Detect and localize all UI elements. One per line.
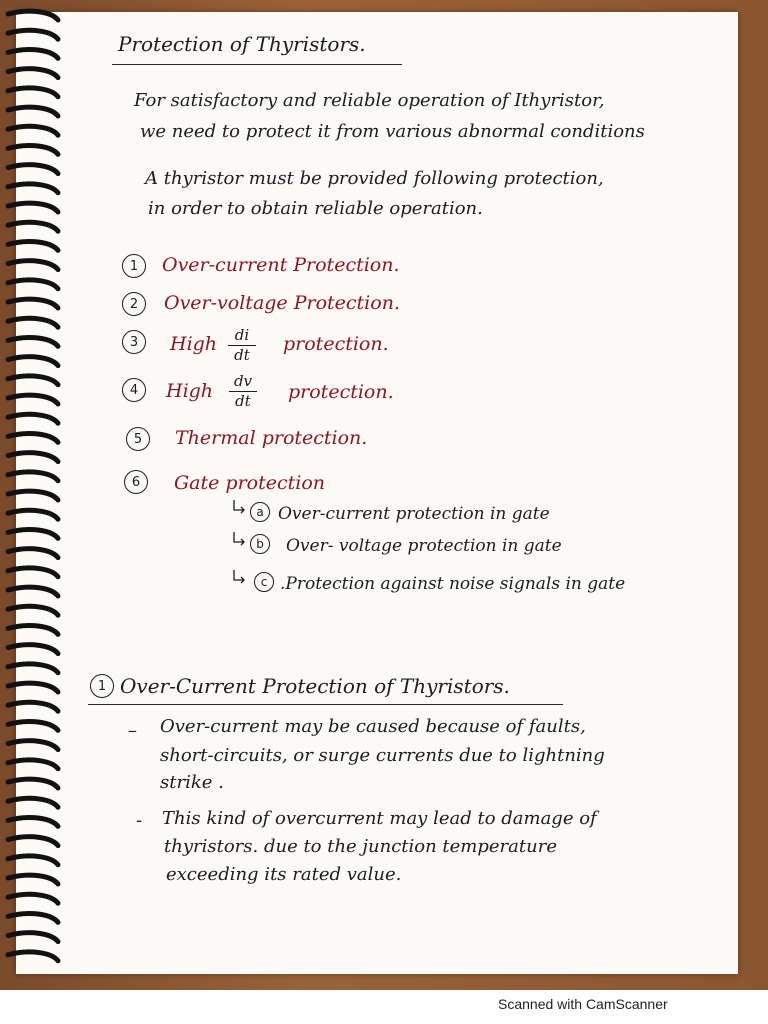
spiral-coil (8, 568, 58, 577)
fraction-denominator: dt (234, 346, 250, 364)
spiral-coil (8, 741, 58, 750)
spiral-coil (8, 69, 58, 78)
spiral-coil (8, 894, 58, 903)
spiral-coil (8, 626, 58, 635)
spiral-coil (8, 395, 58, 404)
spiral-coil (8, 856, 58, 865)
spiral-coil (8, 434, 58, 443)
intro-line-3: A thyristor must be provided following protection, (145, 168, 604, 189)
spiral-coil (8, 50, 58, 59)
list-number-6: 6 (124, 470, 148, 494)
spiral-coil (8, 914, 58, 923)
spiral-coil (8, 645, 58, 654)
list-item-3-suffix: protection. (283, 333, 389, 355)
spiral-coil (8, 818, 58, 827)
list-item-6: Gate protection (174, 472, 326, 494)
spiral-coil (8, 952, 58, 961)
spiral-coil (8, 702, 58, 711)
spiral-coil (8, 261, 58, 270)
dv-dt-fraction (229, 374, 257, 409)
spiral-coil (8, 376, 58, 385)
spiral-coil (8, 606, 58, 615)
spiral-coil (8, 338, 58, 347)
spiral-coil (8, 779, 58, 788)
list-item-4-suffix: protection. (288, 381, 394, 403)
list-number-2: 2 (122, 292, 146, 316)
spiral-coil (8, 530, 58, 539)
sub-arrow-icon (232, 532, 246, 546)
fraction-numerator: di (234, 326, 250, 344)
spiral-coil (8, 280, 58, 289)
spiral-coil (8, 933, 58, 942)
spiral-coil (8, 299, 58, 308)
list-item-5: Thermal protection. (175, 427, 368, 449)
spiral-coil (8, 875, 58, 884)
bullet-2-line-1: This kind of overcurrent may lead to damage of (162, 808, 597, 829)
spiral-coil (8, 510, 58, 519)
spiral-coil (8, 126, 58, 135)
spiral-coil (8, 491, 58, 500)
spiral-coil (8, 318, 58, 327)
bullet-2-line-2: thyristors. due to the junction temperature (164, 836, 557, 857)
sub-arrow-icon (232, 570, 246, 584)
list-item-4-prefix: High (166, 380, 214, 402)
intro-line-1: For satisfactory and reliable operation of Ithyristor, (134, 90, 605, 111)
spiral-binding (0, 8, 70, 978)
spiral-coil (8, 798, 58, 807)
sub-letter-c: c (254, 572, 274, 592)
sub-letter-b: b (250, 534, 270, 554)
spiral-coil (8, 222, 58, 231)
spiral-coil (8, 165, 58, 174)
spiral-coil (8, 837, 58, 846)
list-number-4: 4 (122, 378, 146, 402)
list-number-5: 5 (126, 427, 150, 451)
gate-sub-item-c: .Protection against noise signals in gate (280, 574, 626, 594)
bullet-dash: - (136, 810, 143, 831)
spiral-coil (8, 357, 58, 366)
sub-arrow-icon (232, 500, 246, 514)
bullet-1-line-2: short-circuits, or surge currents due to lightning (160, 745, 605, 766)
bullet-2-line-3: exceeding its rated value. (166, 864, 402, 885)
notebook-page (16, 12, 738, 974)
section-heading: Over-Current Protection of Thyristors. (120, 674, 510, 698)
spiral-coil (8, 472, 58, 481)
intro-line-2: we need to protect it from various abnormal conditions (140, 121, 645, 142)
intro-line-4: in order to obtain reliable operation. (148, 198, 483, 219)
bullet-dash: – (128, 720, 137, 741)
spiral-coil (8, 242, 58, 251)
bullet-1-line-3: strike . (160, 772, 224, 793)
spiral-coil (8, 760, 58, 769)
fraction-numerator: dv (233, 372, 253, 390)
spiral-coil (8, 549, 58, 558)
section-heading-underline (88, 704, 563, 705)
spiral-coil (8, 203, 58, 212)
section-number-1: 1 (90, 674, 114, 698)
sub-letter-a: a (250, 502, 270, 522)
spiral-coil (8, 664, 58, 673)
spiral-coil (8, 683, 58, 692)
list-item-3-prefix: High (170, 333, 218, 355)
spiral-coil (8, 722, 58, 731)
list-number-3: 3 (122, 330, 146, 354)
page-title: Protection of Thyristors. (118, 32, 366, 56)
spiral-coil (8, 414, 58, 423)
spiral-coil (8, 146, 58, 155)
bullet-1-line-1: Over-current may be caused because of faults, (160, 716, 586, 737)
spiral-coil (8, 184, 58, 193)
spiral-coil (8, 88, 58, 97)
list-item-2: Over-voltage Protection. (164, 292, 400, 314)
spiral-coil (8, 11, 58, 20)
spiral-coil (8, 587, 58, 596)
title-underline (112, 64, 402, 65)
spiral-coil (8, 107, 58, 116)
spiral-coil (8, 30, 58, 39)
list-item-1: Over-current Protection. (162, 254, 400, 276)
gate-sub-item-a: Over-current protection in gate (278, 504, 550, 524)
di-dt-fraction (228, 328, 256, 363)
scanner-watermark: Scanned with CamScanner (498, 996, 668, 1012)
fraction-denominator: dt (235, 392, 251, 410)
gate-sub-item-b: Over- voltage protection in gate (286, 536, 562, 556)
list-number-1: 1 (122, 254, 146, 278)
spiral-coil (8, 453, 58, 462)
